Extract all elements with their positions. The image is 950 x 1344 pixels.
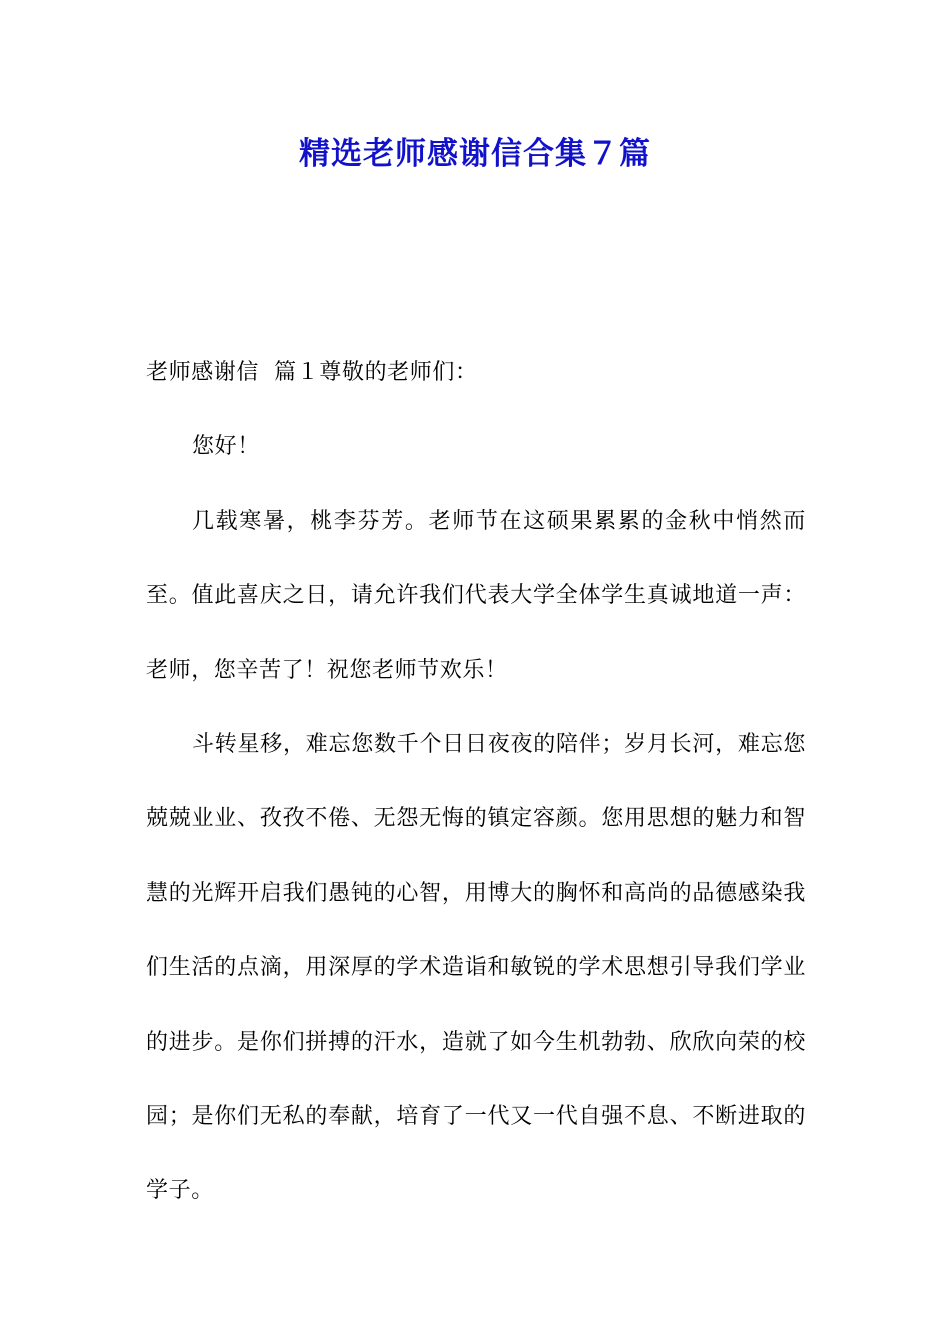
letter-heading-line: 老师感谢信 篇１尊敬的老师们： — [146, 360, 478, 385]
body-paragraph: 几载寒暑，桃李芬芳。老师节在这硕果累累的金秋中悄然而至。值此喜庆之日，请允许我们代表大学全体学生真诚地道一声：老师，您辛苦了！祝您老师节欢乐！ — [146, 508, 806, 683]
body-paragraph: 斗转星移，难忘您数千个日日夜夜的陪伴；岁月长河，难忘您兢兢业业、孜孜不倦、无怨无悔的镇定容颜。您用思想的魅力和智慧的光辉开启我们愚钝的心智，用博大的胸怀和高尚的品德感染我们生活的点滴，用深厚的学术造诣和敏锐的学术思想引导我们学业的进步。是你们拼搏的汗水，造就了如今生机勃勃、欣欣向荣的校园；是你们无私的奉献，培育了一代又一代自强不息、不断进取的学子。 — [146, 732, 806, 1204]
letter-body — [146, 336, 806, 1229]
document-title: 精选老师感谢信合集７篇 — [299, 136, 651, 172]
greeting-paragraph: 您好！ — [192, 434, 260, 460]
